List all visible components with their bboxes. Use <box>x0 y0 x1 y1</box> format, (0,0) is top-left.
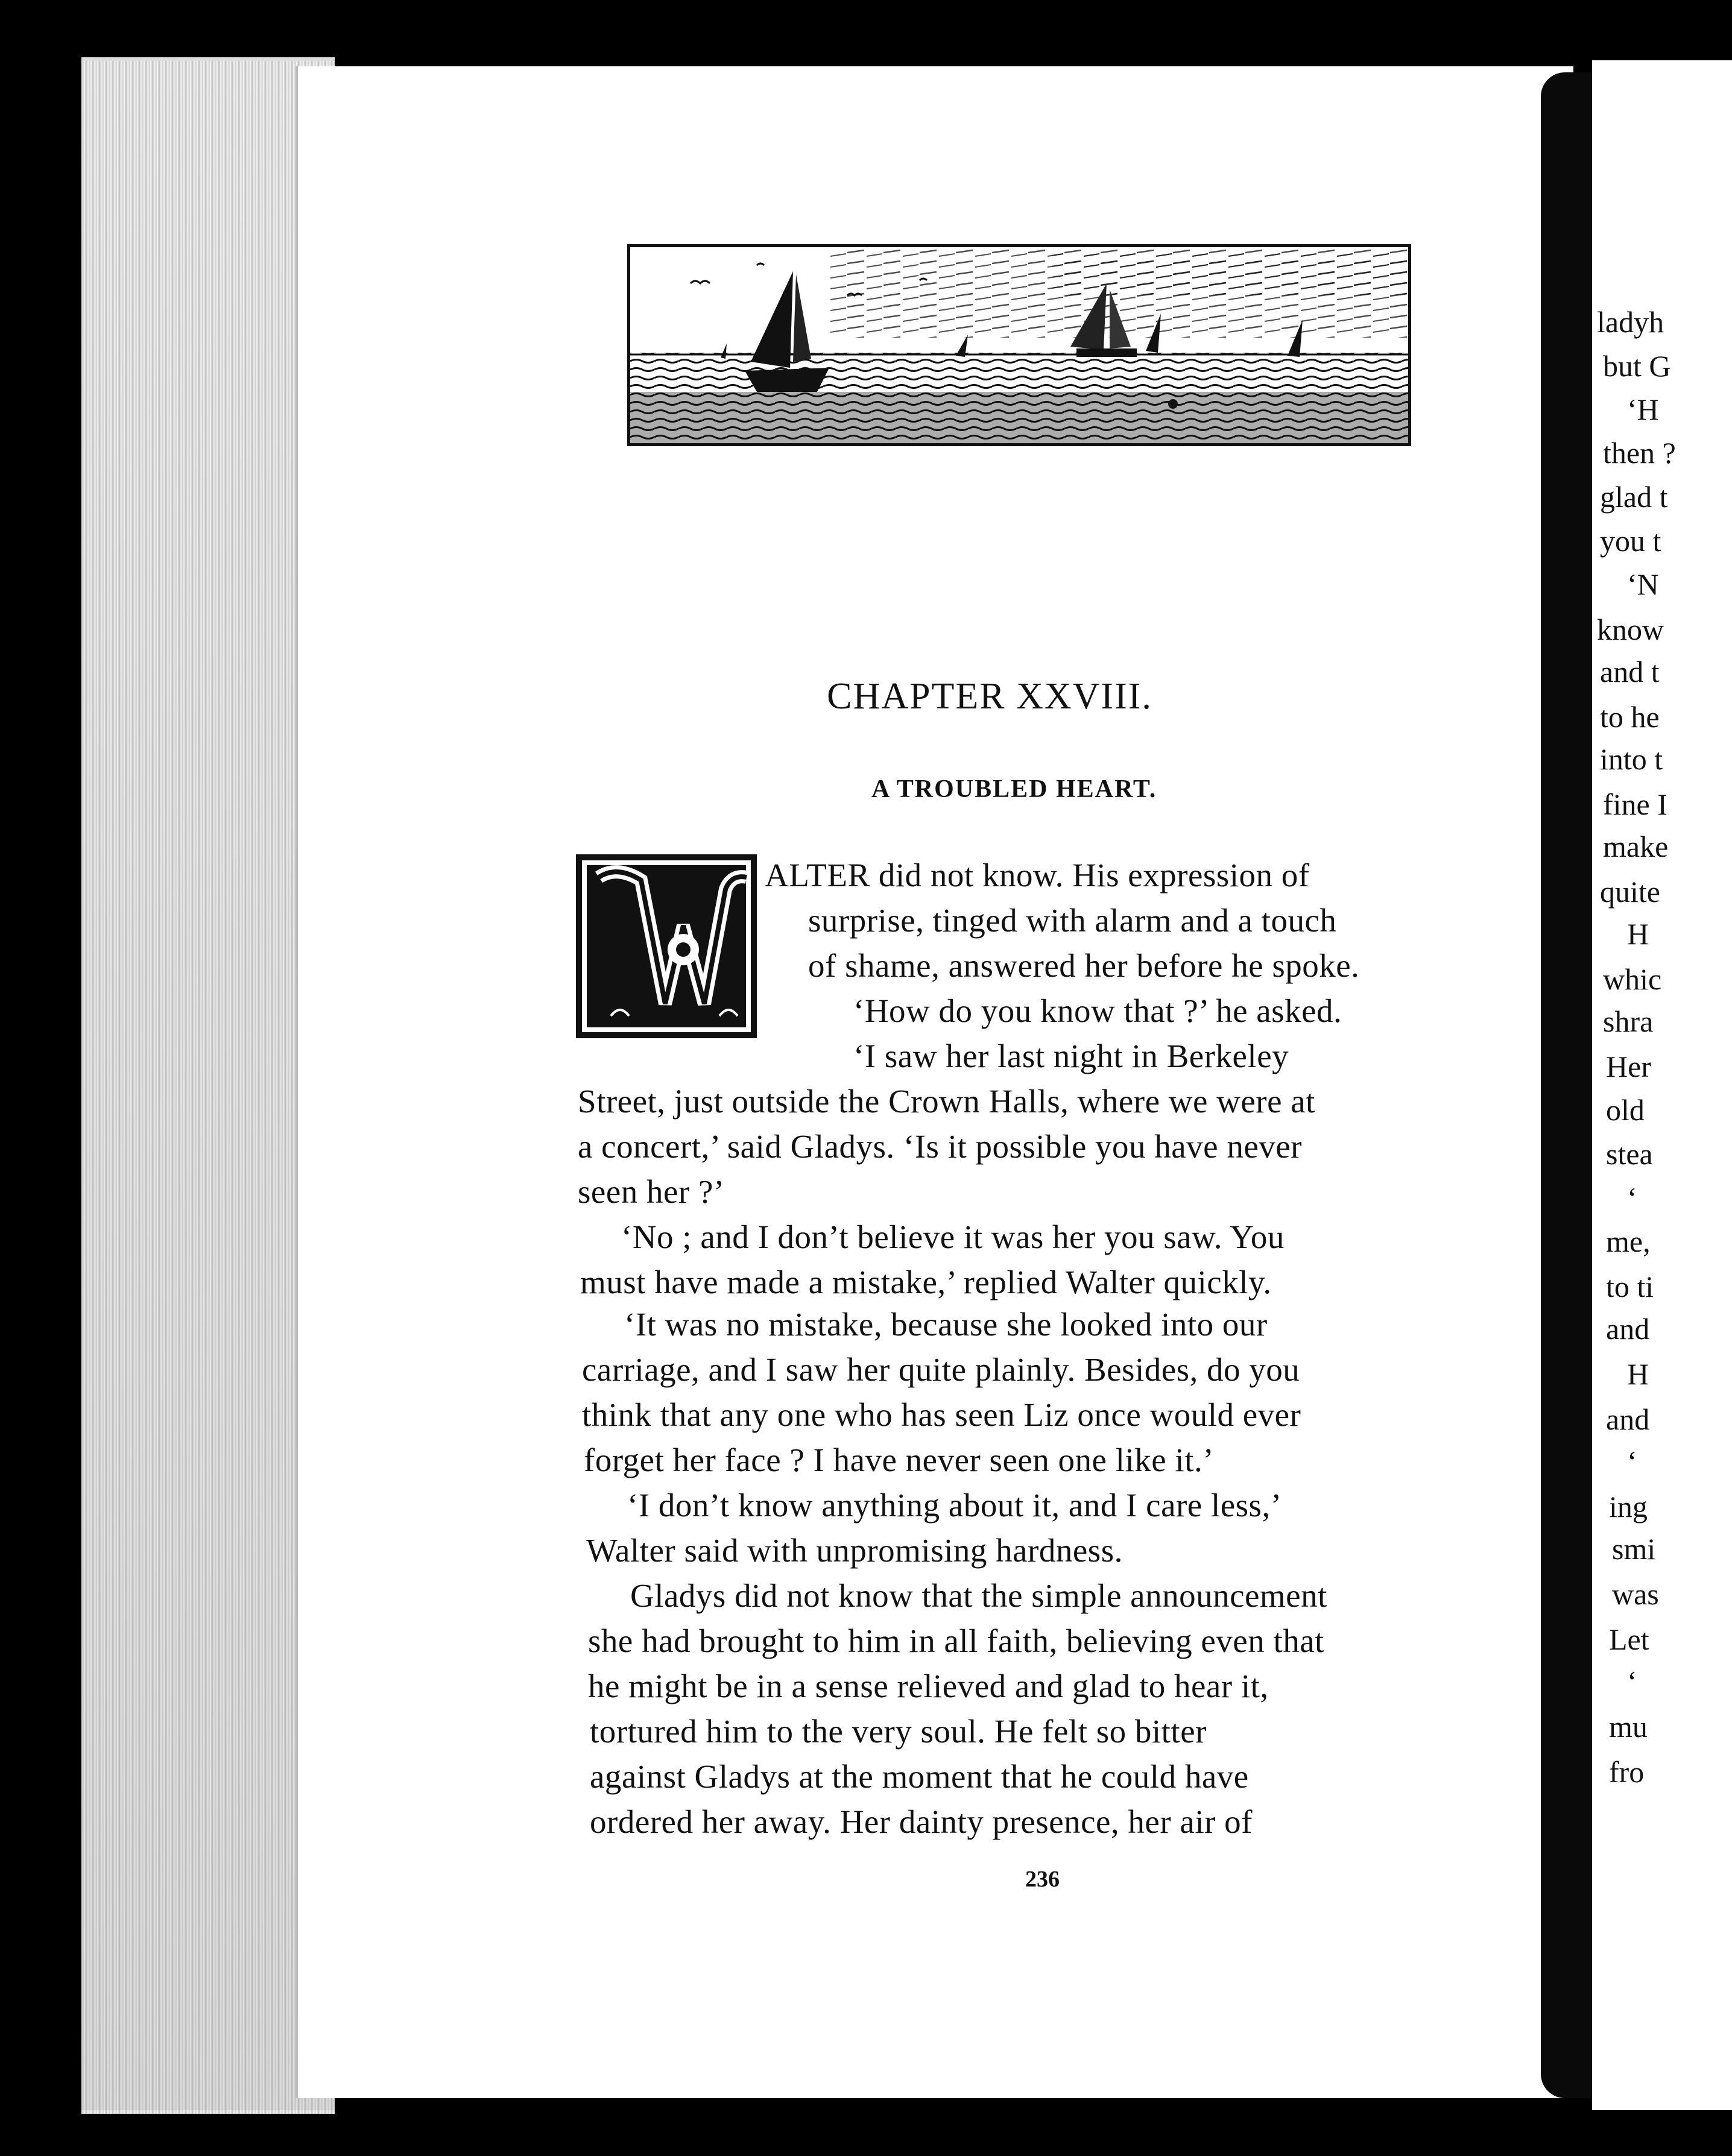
facing-page-text-fragment: ladyh <box>1597 305 1664 339</box>
facing-page-text-fragment: but G <box>1603 349 1671 383</box>
facing-page-text-fragment: me, <box>1606 1225 1651 1258</box>
text-line: must have made a mistake,’ replied Walter quickly. <box>580 1264 1272 1300</box>
seascape-engraving <box>630 247 1408 443</box>
facing-page-text-fragment: and <box>1606 1402 1650 1436</box>
facing-page-text-fragment: glad t <box>1600 480 1668 514</box>
facing-page-text-fragment: ‘H <box>1627 392 1659 426</box>
facing-page-text-fragment: stea <box>1606 1137 1653 1171</box>
text-line: ‘I don’t know anything about it, and I care less,’ <box>627 1487 1282 1524</box>
facing-page-text-fragment: whic <box>1603 962 1662 996</box>
ships-at-sea-illustration <box>627 244 1411 446</box>
text-line: think that any one who has seen Liz once would ever <box>582 1396 1301 1433</box>
facing-page-text-fragment: H <box>1627 1357 1649 1391</box>
text-line: ‘It was no mistake, because she looked into our <box>624 1306 1268 1343</box>
text-line: ordered her away. Her dainty presence, her air of <box>590 1803 1253 1840</box>
text-line: ‘I saw her last night in Berkeley <box>853 1038 1289 1074</box>
facing-page-text-fragment: to ti <box>1606 1270 1654 1303</box>
facing-page <box>1592 60 1732 2110</box>
text-line: surprise, tinged with alarm and a touch <box>808 902 1337 939</box>
text-line: ALTER did not know. His expression of <box>765 857 1310 894</box>
chapter-title: A TROUBLED HEART. <box>871 775 1157 803</box>
page-number: 236 <box>1025 1867 1060 1892</box>
text-line: Walter said with unpromising hardness. <box>586 1532 1123 1569</box>
chapter-number: CHAPTER XXVIII. <box>827 676 1152 717</box>
facing-page-text-fragment: Let <box>1609 1622 1649 1656</box>
facing-page-text-fragment: fro <box>1609 1755 1645 1789</box>
facing-page-text-fragment: and <box>1606 1312 1650 1346</box>
text-line: Gladys did not know that the simple announcement <box>630 1577 1327 1614</box>
facing-page-text-fragment: old <box>1606 1093 1645 1127</box>
text-line: a concert,’ said Gladys. ‘Is it possible you have never <box>578 1128 1302 1165</box>
facing-page-text-fragment: to he <box>1600 700 1660 734</box>
text-line: ‘No ; and I don’t believe it was her you saw. You <box>621 1218 1285 1255</box>
facing-page-text-fragment: was <box>1612 1577 1659 1611</box>
text-line: he might be in a sense relieved and glad to hear it, <box>588 1668 1269 1704</box>
facing-page-text-fragment: shra <box>1603 1004 1654 1038</box>
facing-page-text-fragment: ‘ <box>1627 1665 1637 1698</box>
facing-page-text-fragment: Her <box>1606 1050 1651 1083</box>
facing-page-text-fragment: ‘N <box>1627 567 1659 601</box>
facing-page-text-fragment: mu <box>1609 1710 1648 1744</box>
facing-page-text-fragment: ‘ <box>1627 1181 1637 1215</box>
drop-cap-ornament <box>575 853 759 1040</box>
text-line: forget her face ? I have never seen one like it.’ <box>584 1442 1215 1478</box>
text-line: tortured him to the very soul. He felt so bitter <box>590 1713 1207 1750</box>
text-line: of shame, answered her before he spoke. <box>808 947 1360 984</box>
facing-page-text-fragment: and t <box>1600 655 1660 689</box>
text-line: ‘How do you know that ?’ he asked. <box>853 992 1342 1029</box>
text-line: carriage, and I saw her quite plainly. Besides, do you <box>582 1351 1300 1388</box>
facing-page-text-fragment: ‘ <box>1627 1445 1637 1478</box>
text-line: against Gladys at the moment that he could have <box>590 1758 1249 1795</box>
facing-page-text-fragment: into t <box>1600 742 1663 776</box>
text-line: seen her ?’ <box>578 1173 725 1210</box>
text-line: Street, just outside the Crown Halls, where we were at <box>578 1083 1315 1120</box>
facing-page-text-fragment: know <box>1597 613 1664 646</box>
facing-page-text-fragment: fine I <box>1603 787 1667 821</box>
facing-page-text-fragment: then ? <box>1603 436 1676 470</box>
facing-page-text-fragment: ing <box>1609 1490 1648 1524</box>
text-line: she had brought to him in all faith, believing even that <box>588 1622 1324 1659</box>
facing-page-text-fragment: make <box>1603 830 1669 863</box>
illuminated-initial-w <box>575 853 759 1040</box>
facing-page-text-fragment: smi <box>1612 1532 1656 1566</box>
facing-page-text-fragment: quite <box>1600 875 1660 909</box>
chapter-heading <box>0 675 1732 718</box>
facing-page-text-fragment: you t <box>1600 524 1661 558</box>
facing-page-text-fragment: H <box>1627 917 1649 951</box>
